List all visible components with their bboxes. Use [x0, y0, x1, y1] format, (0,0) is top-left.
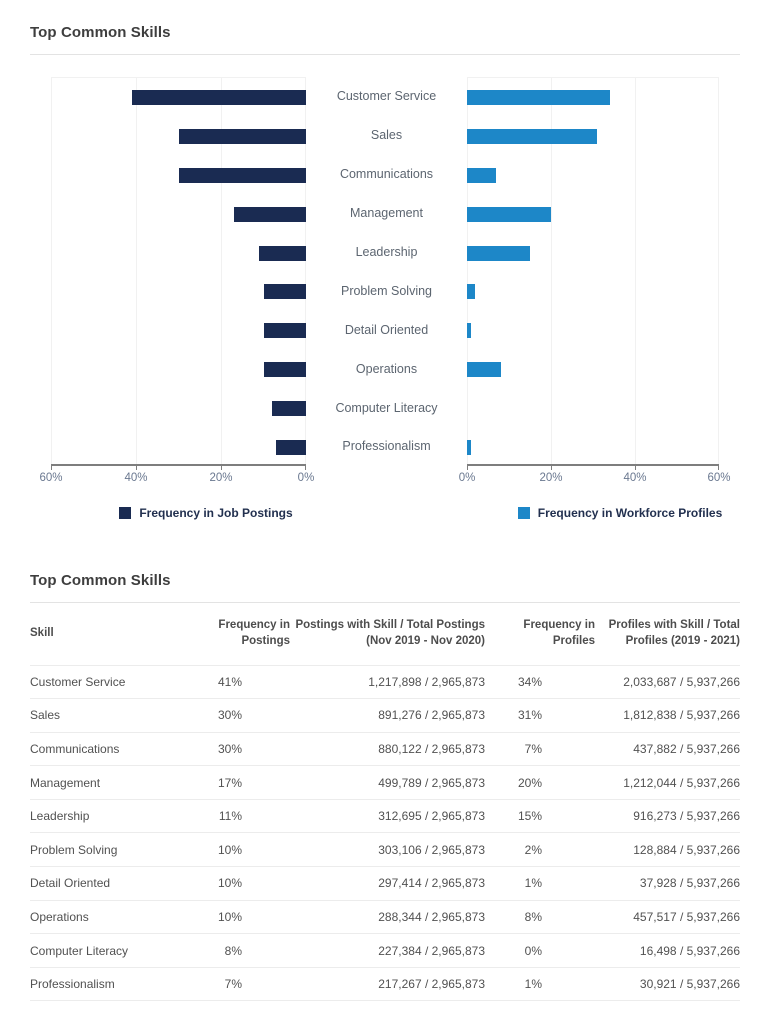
table-cell: 217,267 / 2,965,873	[242, 967, 485, 1001]
table-cell: 30%	[180, 699, 242, 733]
bar-row	[51, 428, 306, 467]
table-cell: 41%	[180, 665, 242, 699]
category-label: Detail Oriented	[344, 322, 429, 337]
table-cell: 0%	[485, 934, 542, 968]
postings-bar-computer-literacy[interactable]	[272, 401, 306, 416]
table-cell: 457,517 / 5,937,266	[542, 900, 740, 934]
table-cell: 1,212,044 / 5,937,266	[542, 766, 740, 800]
table-cell: 1%	[485, 967, 542, 1001]
table-row	[30, 867, 740, 901]
legend-item-postings	[119, 506, 292, 520]
table-cell: Computer Literacy	[30, 934, 180, 968]
table-cell: 891,276 / 2,965,873	[242, 699, 485, 733]
table-cell: 437,882 / 5,937,266	[542, 732, 740, 766]
x-tick-label: 0%	[458, 472, 476, 484]
table-cell: 8%	[180, 934, 242, 968]
postings-bar-leadership[interactable]	[259, 246, 306, 261]
diverging-bar-chart	[51, 77, 740, 466]
category-label: Sales	[370, 128, 403, 143]
category-label: Operations	[355, 361, 418, 376]
postings-bar-sales[interactable]	[179, 129, 307, 144]
table-row	[30, 900, 740, 934]
profiles-bar-communications[interactable]	[467, 168, 496, 183]
table-cell: 20%	[485, 766, 542, 800]
category-label: Leadership	[355, 245, 418, 259]
divider	[30, 54, 740, 55]
table-row	[30, 699, 740, 733]
bar-row	[467, 350, 719, 389]
column-header	[180, 603, 290, 665]
x-tick-label: 0%	[297, 472, 315, 484]
table-cell: 288,344 / 2,965,873	[242, 900, 485, 934]
bar-row	[51, 272, 306, 311]
table-cell: Communications	[30, 732, 180, 766]
table-row	[30, 766, 740, 800]
table-cell: 2,033,687 / 5,937,266	[542, 665, 740, 699]
bar-row	[467, 78, 719, 117]
table-cell: 1,217,898 / 2,965,873	[242, 665, 485, 699]
postings-legend-label: Frequency in Job Postings	[139, 506, 293, 520]
table-cell: 30,921 / 5,937,266	[542, 967, 740, 1001]
bar-row	[467, 311, 719, 350]
table-cell: 303,106 / 2,965,873	[242, 833, 485, 867]
profiles-bar-operations[interactable]	[467, 362, 501, 377]
table-cell: 880,122 / 2,965,873	[242, 732, 485, 766]
bar-row	[467, 389, 719, 428]
table-panel-title: Top Common Skills	[30, 572, 171, 589]
table-cell: 10%	[180, 900, 242, 934]
table-cell: 227,384 / 2,965,873	[242, 934, 485, 968]
postings-bar-customer-service[interactable]	[132, 90, 306, 105]
table-cell: 7%	[180, 967, 242, 1001]
x-axis-labels	[39, 466, 740, 492]
table-cell: Professionalism	[30, 967, 180, 1001]
x-tick-label: 60%	[707, 472, 731, 484]
postings-bar-professionalism[interactable]	[276, 440, 306, 455]
bar-row	[467, 272, 719, 311]
bar-row	[51, 311, 306, 350]
legend-item-profiles	[518, 506, 723, 520]
postings-bar-detail-oriented[interactable]	[264, 323, 307, 338]
bar-row	[467, 156, 719, 195]
bar-row	[467, 234, 719, 273]
table-cell: 7%	[485, 732, 542, 766]
table-header-row	[30, 603, 740, 665]
postings-x-axis	[39, 466, 315, 492]
profiles-bar-plot	[467, 77, 719, 466]
table-cell: 34%	[485, 665, 542, 699]
profiles-bar-professionalism[interactable]	[467, 440, 471, 455]
table-body	[30, 665, 740, 1001]
category-label: Management	[350, 206, 423, 221]
table-row	[30, 799, 740, 833]
legend-postings	[30, 506, 382, 520]
table-cell: Management	[30, 766, 180, 800]
table-cell: 10%	[180, 867, 242, 901]
category-label: Computer Literacy	[335, 400, 438, 415]
postings-bar-plot	[51, 77, 306, 466]
postings-bar-problem-solving[interactable]	[264, 284, 307, 299]
table-cell: 499,789 / 2,965,873	[242, 766, 485, 800]
bar-row	[467, 117, 719, 156]
bar-row	[51, 117, 306, 156]
postings-bar-communications[interactable]	[179, 168, 307, 183]
category-label: Problem Solving	[340, 283, 432, 298]
x-tick-label: 60%	[39, 472, 63, 484]
table-cell: 312,695 / 2,965,873	[242, 799, 485, 833]
x-tick-label: 40%	[124, 472, 148, 484]
x-tick-label: 20%	[209, 472, 233, 484]
table-cell: Detail Oriented	[30, 867, 180, 901]
bar-row	[51, 156, 306, 195]
table-cell: 37,928 / 5,937,266	[542, 867, 740, 901]
table-cell: 17%	[180, 766, 242, 800]
column-header-text: Profiles with Skill / Total Profiles (2019 - 2021)	[608, 619, 740, 647]
table-cell: 297,414 / 2,965,873	[242, 867, 485, 901]
bar-row	[467, 428, 719, 467]
table-cell: 15%	[485, 799, 542, 833]
category-label: Customer Service	[336, 89, 437, 104]
profiles-bar-customer-service[interactable]	[467, 90, 610, 105]
column-header	[485, 603, 595, 665]
column-header-text: Frequency in Profiles	[523, 619, 595, 647]
table-cell: Leadership	[30, 799, 180, 833]
category-axis	[306, 77, 467, 466]
category-label: Professionalism	[342, 439, 431, 454]
table-row	[30, 833, 740, 867]
profiles-bar-management[interactable]	[467, 207, 551, 222]
bar-row	[51, 195, 306, 234]
table-cell: 31%	[485, 699, 542, 733]
table-cell: Sales	[30, 699, 180, 733]
skills-table	[30, 603, 740, 1001]
postings-bar-operations[interactable]	[264, 362, 307, 377]
axis-gap	[306, 466, 467, 492]
profiles-x-axis	[458, 466, 731, 492]
profiles-legend-label: Frequency in Workforce Profiles	[537, 506, 723, 520]
column-header: Skill	[30, 626, 54, 639]
skills-table-panel	[30, 572, 740, 1001]
table-cell: 1%	[485, 867, 542, 901]
table-cell: 16,498 / 5,937,266	[542, 934, 740, 968]
profiles-legend-swatch-icon	[518, 507, 530, 519]
table-cell: 2%	[485, 833, 542, 867]
table-row	[30, 732, 740, 766]
bar-row	[467, 195, 719, 234]
table-cell: 10%	[180, 833, 242, 867]
table-cell: 8%	[485, 900, 542, 934]
profiles-bar-detail-oriented[interactable]	[467, 323, 471, 338]
x-tick-label: 40%	[623, 472, 647, 484]
table-cell: 11%	[180, 799, 242, 833]
chart-legend	[30, 506, 740, 520]
profiles-bar-problem-solving[interactable]	[467, 284, 475, 299]
table-cell: Operations	[30, 900, 180, 934]
bar-row	[51, 234, 306, 273]
legend-profiles	[444, 506, 770, 520]
table-cell: Customer Service	[30, 665, 180, 699]
bar-row	[51, 350, 306, 389]
column-header-text: Frequency in Postings	[218, 619, 290, 647]
column-header-text: Postings with Skill / Total Postings (Nov 2019 - Nov 2020)	[295, 619, 485, 647]
skills-chart-panel	[30, 0, 740, 520]
chart-panel-title: Top Common Skills	[30, 24, 171, 41]
table-cell: 1,812,838 / 5,937,266	[542, 699, 740, 733]
table-cell: Problem Solving	[30, 833, 180, 867]
profiles-bar-leadership[interactable]	[467, 246, 530, 261]
table-row	[30, 934, 740, 968]
x-tick-label: 20%	[539, 472, 563, 484]
postings-bar-management[interactable]	[234, 207, 306, 222]
bar-row	[51, 78, 306, 117]
table-cell: 916,273 / 5,937,266	[542, 799, 740, 833]
table-cell: 128,884 / 5,937,266	[542, 833, 740, 867]
bar-row	[51, 389, 306, 428]
table-row	[30, 967, 740, 1001]
postings-legend-swatch-icon	[119, 507, 131, 519]
table-row	[30, 665, 740, 699]
category-label: Communications	[339, 167, 434, 182]
profiles-bar-sales[interactable]	[467, 129, 597, 144]
table-cell: 30%	[180, 732, 242, 766]
